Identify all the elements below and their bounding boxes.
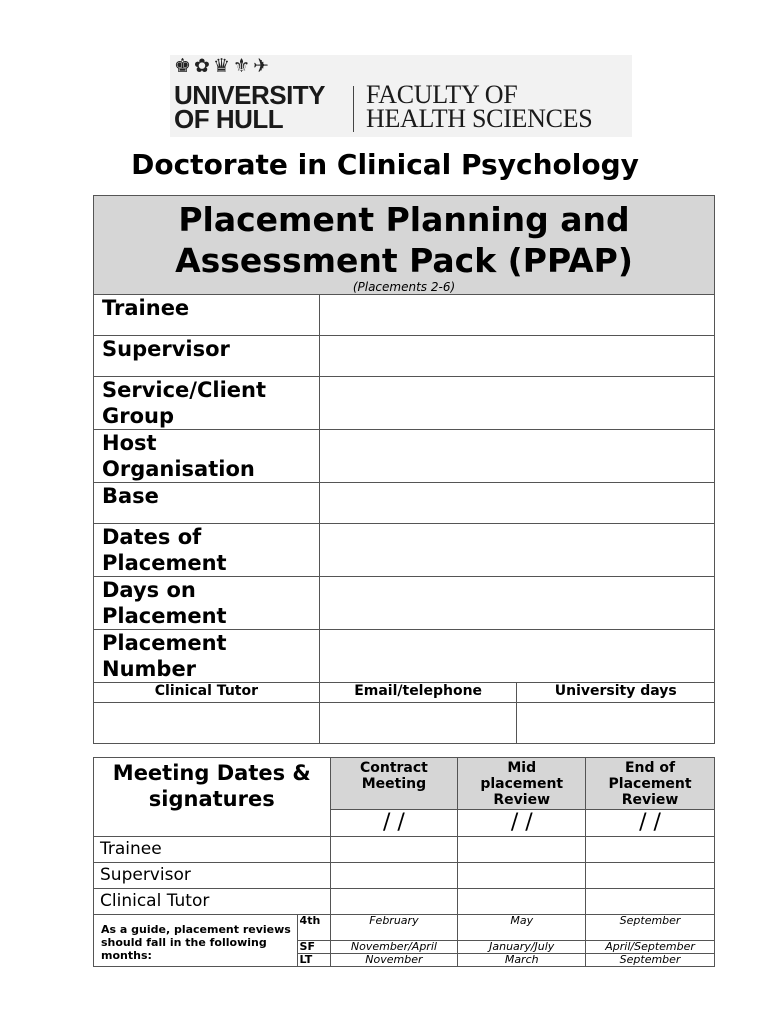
trainee-contract-signature[interactable] bbox=[330, 837, 458, 863]
days-on-placement-field[interactable] bbox=[319, 577, 714, 630]
university-logo bbox=[170, 55, 632, 137]
supervisor-signature-label: Supervisor bbox=[94, 863, 331, 889]
trainee-signature-label: Trainee bbox=[94, 837, 331, 863]
trainee-label: Trainee bbox=[94, 295, 320, 336]
mid-placement-review-header: Mid placement Review bbox=[458, 758, 586, 810]
contract-meeting-date[interactable]: / / bbox=[330, 810, 458, 837]
placement-dates-label: Dates of Placement bbox=[94, 524, 320, 577]
service-group-label: Service/Client Group bbox=[94, 377, 320, 430]
logo-divider bbox=[353, 86, 354, 132]
contract-meeting-header: Contract Meeting bbox=[330, 758, 458, 810]
days-on-placement-label: Days on Placement bbox=[94, 577, 320, 630]
clinical-tutor-field[interactable] bbox=[94, 703, 320, 744]
schedule-month: January/July bbox=[458, 941, 586, 954]
schedule-code: LT bbox=[297, 954, 330, 967]
supervisor-contract-signature[interactable] bbox=[330, 863, 458, 889]
crest-icons: ♚✿♛⚜✈ bbox=[174, 55, 272, 77]
placement-number-field[interactable] bbox=[319, 630, 714, 683]
end-of-placement-review-date[interactable]: / / bbox=[586, 810, 715, 837]
tutor-end-signature[interactable] bbox=[586, 889, 715, 915]
university-days-header: University days bbox=[517, 683, 715, 703]
schedule-month: September bbox=[586, 915, 715, 941]
trainee-end-signature[interactable] bbox=[586, 837, 715, 863]
supervisor-mid-signature[interactable] bbox=[458, 863, 586, 889]
email-telephone-header: Email/telephone bbox=[319, 683, 517, 703]
placement-dates-field[interactable] bbox=[319, 524, 714, 577]
tutor-mid-signature[interactable] bbox=[458, 889, 586, 915]
pack-title: Placement Planning and Assessment Pack (PPAP) bbox=[175, 200, 633, 280]
clinical-tutor-signature-label: Clinical Tutor bbox=[94, 889, 331, 915]
schedule-month: May bbox=[458, 915, 586, 941]
end-of-placement-review-header: End of Placement Review bbox=[586, 758, 715, 810]
schedule-month: April/September bbox=[586, 941, 715, 954]
base-field[interactable] bbox=[319, 483, 714, 524]
schedule-month: February bbox=[330, 915, 458, 941]
base-label: Base bbox=[94, 483, 320, 524]
document-title: Doctorate in Clinical Psychology bbox=[131, 148, 639, 181]
clinical-tutor-header: Clinical Tutor bbox=[94, 683, 320, 703]
schedule-code: 4th bbox=[297, 915, 330, 941]
supervisor-end-signature[interactable] bbox=[586, 863, 715, 889]
email-telephone-field[interactable] bbox=[319, 703, 517, 744]
faculty-name: FACULTY OF HEALTH SCIENCES bbox=[366, 80, 593, 133]
supervisor-field[interactable] bbox=[319, 336, 714, 377]
service-group-field[interactable] bbox=[319, 377, 714, 430]
schedule-code: SF bbox=[297, 941, 330, 954]
mid-placement-review-date[interactable]: / / bbox=[458, 810, 586, 837]
meeting-dates-title: Meeting Dates & signatures bbox=[94, 758, 331, 837]
schedule-month: November/April bbox=[330, 941, 458, 954]
schedule-month: September bbox=[586, 954, 715, 967]
schedule-month: November bbox=[330, 954, 458, 967]
review-guide-note: As a guide, placement reviews should fall in the following months: bbox=[94, 915, 298, 967]
tutor-contract-signature[interactable] bbox=[330, 889, 458, 915]
trainee-field[interactable] bbox=[319, 295, 714, 336]
university-name: UNIVERSITY OF HULL bbox=[174, 80, 326, 134]
host-organisation-field[interactable] bbox=[319, 430, 714, 483]
pack-subtitle: (Placements 2-6) bbox=[352, 280, 456, 294]
trainee-mid-signature[interactable] bbox=[458, 837, 586, 863]
host-organisation-label: Host Organisation bbox=[94, 430, 320, 483]
university-days-field[interactable] bbox=[517, 703, 715, 744]
supervisor-label: Supervisor bbox=[94, 336, 320, 377]
meeting-dates-table bbox=[93, 757, 715, 967]
placement-details-table bbox=[93, 195, 715, 744]
placement-number-label: Placement Number bbox=[94, 630, 320, 683]
schedule-month: March bbox=[458, 954, 586, 967]
pack-title-cell bbox=[94, 196, 715, 295]
